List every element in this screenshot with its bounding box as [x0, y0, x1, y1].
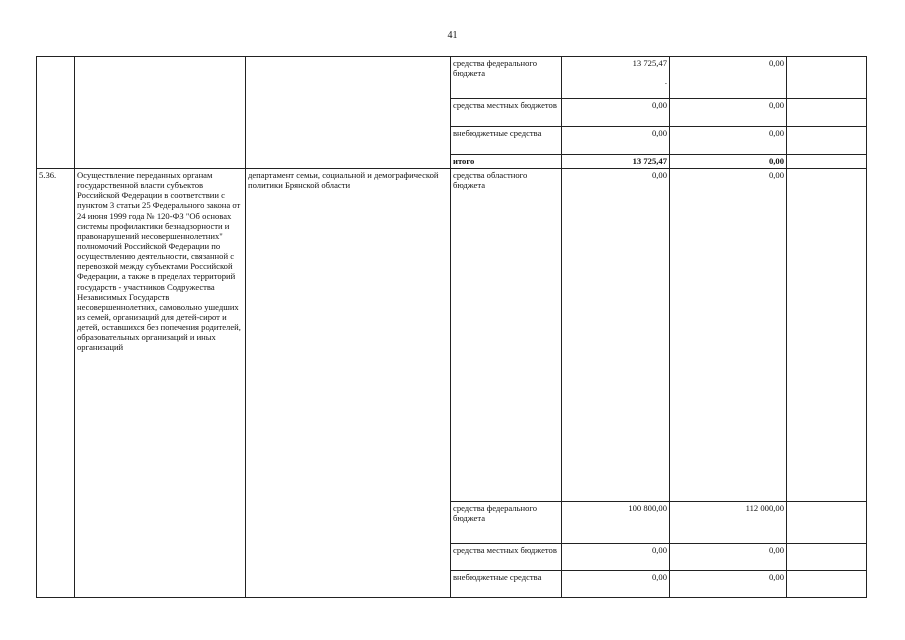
total-label: итого — [451, 155, 562, 169]
funding-source: средства областного бюджета — [451, 169, 562, 502]
amount-value: 0,00 — [670, 544, 787, 571]
funding-source: внебюджетные средства — [451, 127, 562, 155]
empty-cell — [787, 169, 867, 502]
amount-cell — [562, 57, 670, 99]
item-number: 5.36. — [37, 169, 75, 598]
stray-mark: . — [664, 76, 667, 87]
amount-value: 0,00 — [562, 169, 670, 502]
table-row — [37, 169, 867, 502]
page-number: 41 — [447, 30, 458, 41]
total-value: 13 725,47 — [562, 155, 670, 169]
funding-source: средства местных бюджетов — [451, 99, 562, 127]
item-description: Осуществление переданных органам государственной власти субъектов Российской Федерации в соответствии с пунктом 3 статьи 25 Федерального закона от 24 июня 1999 года № 120-ФЗ "Об основах системы профилактики безнадзорности и правонарушений несовершеннолетних" полномочий Российской Федерации по осуществлению деятельности, связанной с перевозкой между субъектами Российской Федерации, а также в пределах территорий государств - участников Содружества Независимых Государств несовершеннолетних, самовольно ушедших из семей, организаций для детей-сирот и детей, оставшихся без попечения родителей, образовательных организаций и иных организаций — [75, 169, 246, 598]
description-cell — [75, 57, 246, 169]
amount-value: 0,00 — [670, 571, 787, 598]
budget-table — [36, 56, 867, 598]
amount-value: 0,00 — [562, 571, 670, 598]
amount-value: 112 000,00 — [670, 502, 787, 544]
item-number-cell — [37, 57, 75, 169]
total-value: 0,00 — [670, 155, 787, 169]
amount-value: 100 800,00 — [562, 502, 670, 544]
amount-value: 0,00 — [670, 57, 787, 99]
amount-value: 0,00 — [670, 127, 787, 155]
empty-cell — [787, 155, 867, 169]
empty-cell — [787, 571, 867, 598]
amount-value: 0,00 — [670, 99, 787, 127]
empty-cell — [787, 544, 867, 571]
amount-value: 13 725,47 — [632, 58, 667, 68]
empty-cell — [787, 502, 867, 544]
empty-cell — [787, 57, 867, 99]
funding-source: средства местных бюджетов — [451, 544, 562, 571]
empty-cell — [787, 127, 867, 155]
empty-cell — [787, 99, 867, 127]
table-row — [37, 57, 867, 99]
amount-value: 0,00 — [562, 544, 670, 571]
amount-value: 0,00 — [670, 169, 787, 502]
executor-cell — [246, 57, 451, 169]
funding-source: средства федерального бюджета — [451, 57, 562, 99]
funding-source: внебюджетные средства — [451, 571, 562, 598]
funding-source: средства федерального бюджета — [451, 502, 562, 544]
item-executor: департамент семьи, социальной и демографической политики Брянской области — [246, 169, 451, 598]
amount-value: 0,00 — [562, 99, 670, 127]
amount-value: 0,00 — [562, 127, 670, 155]
